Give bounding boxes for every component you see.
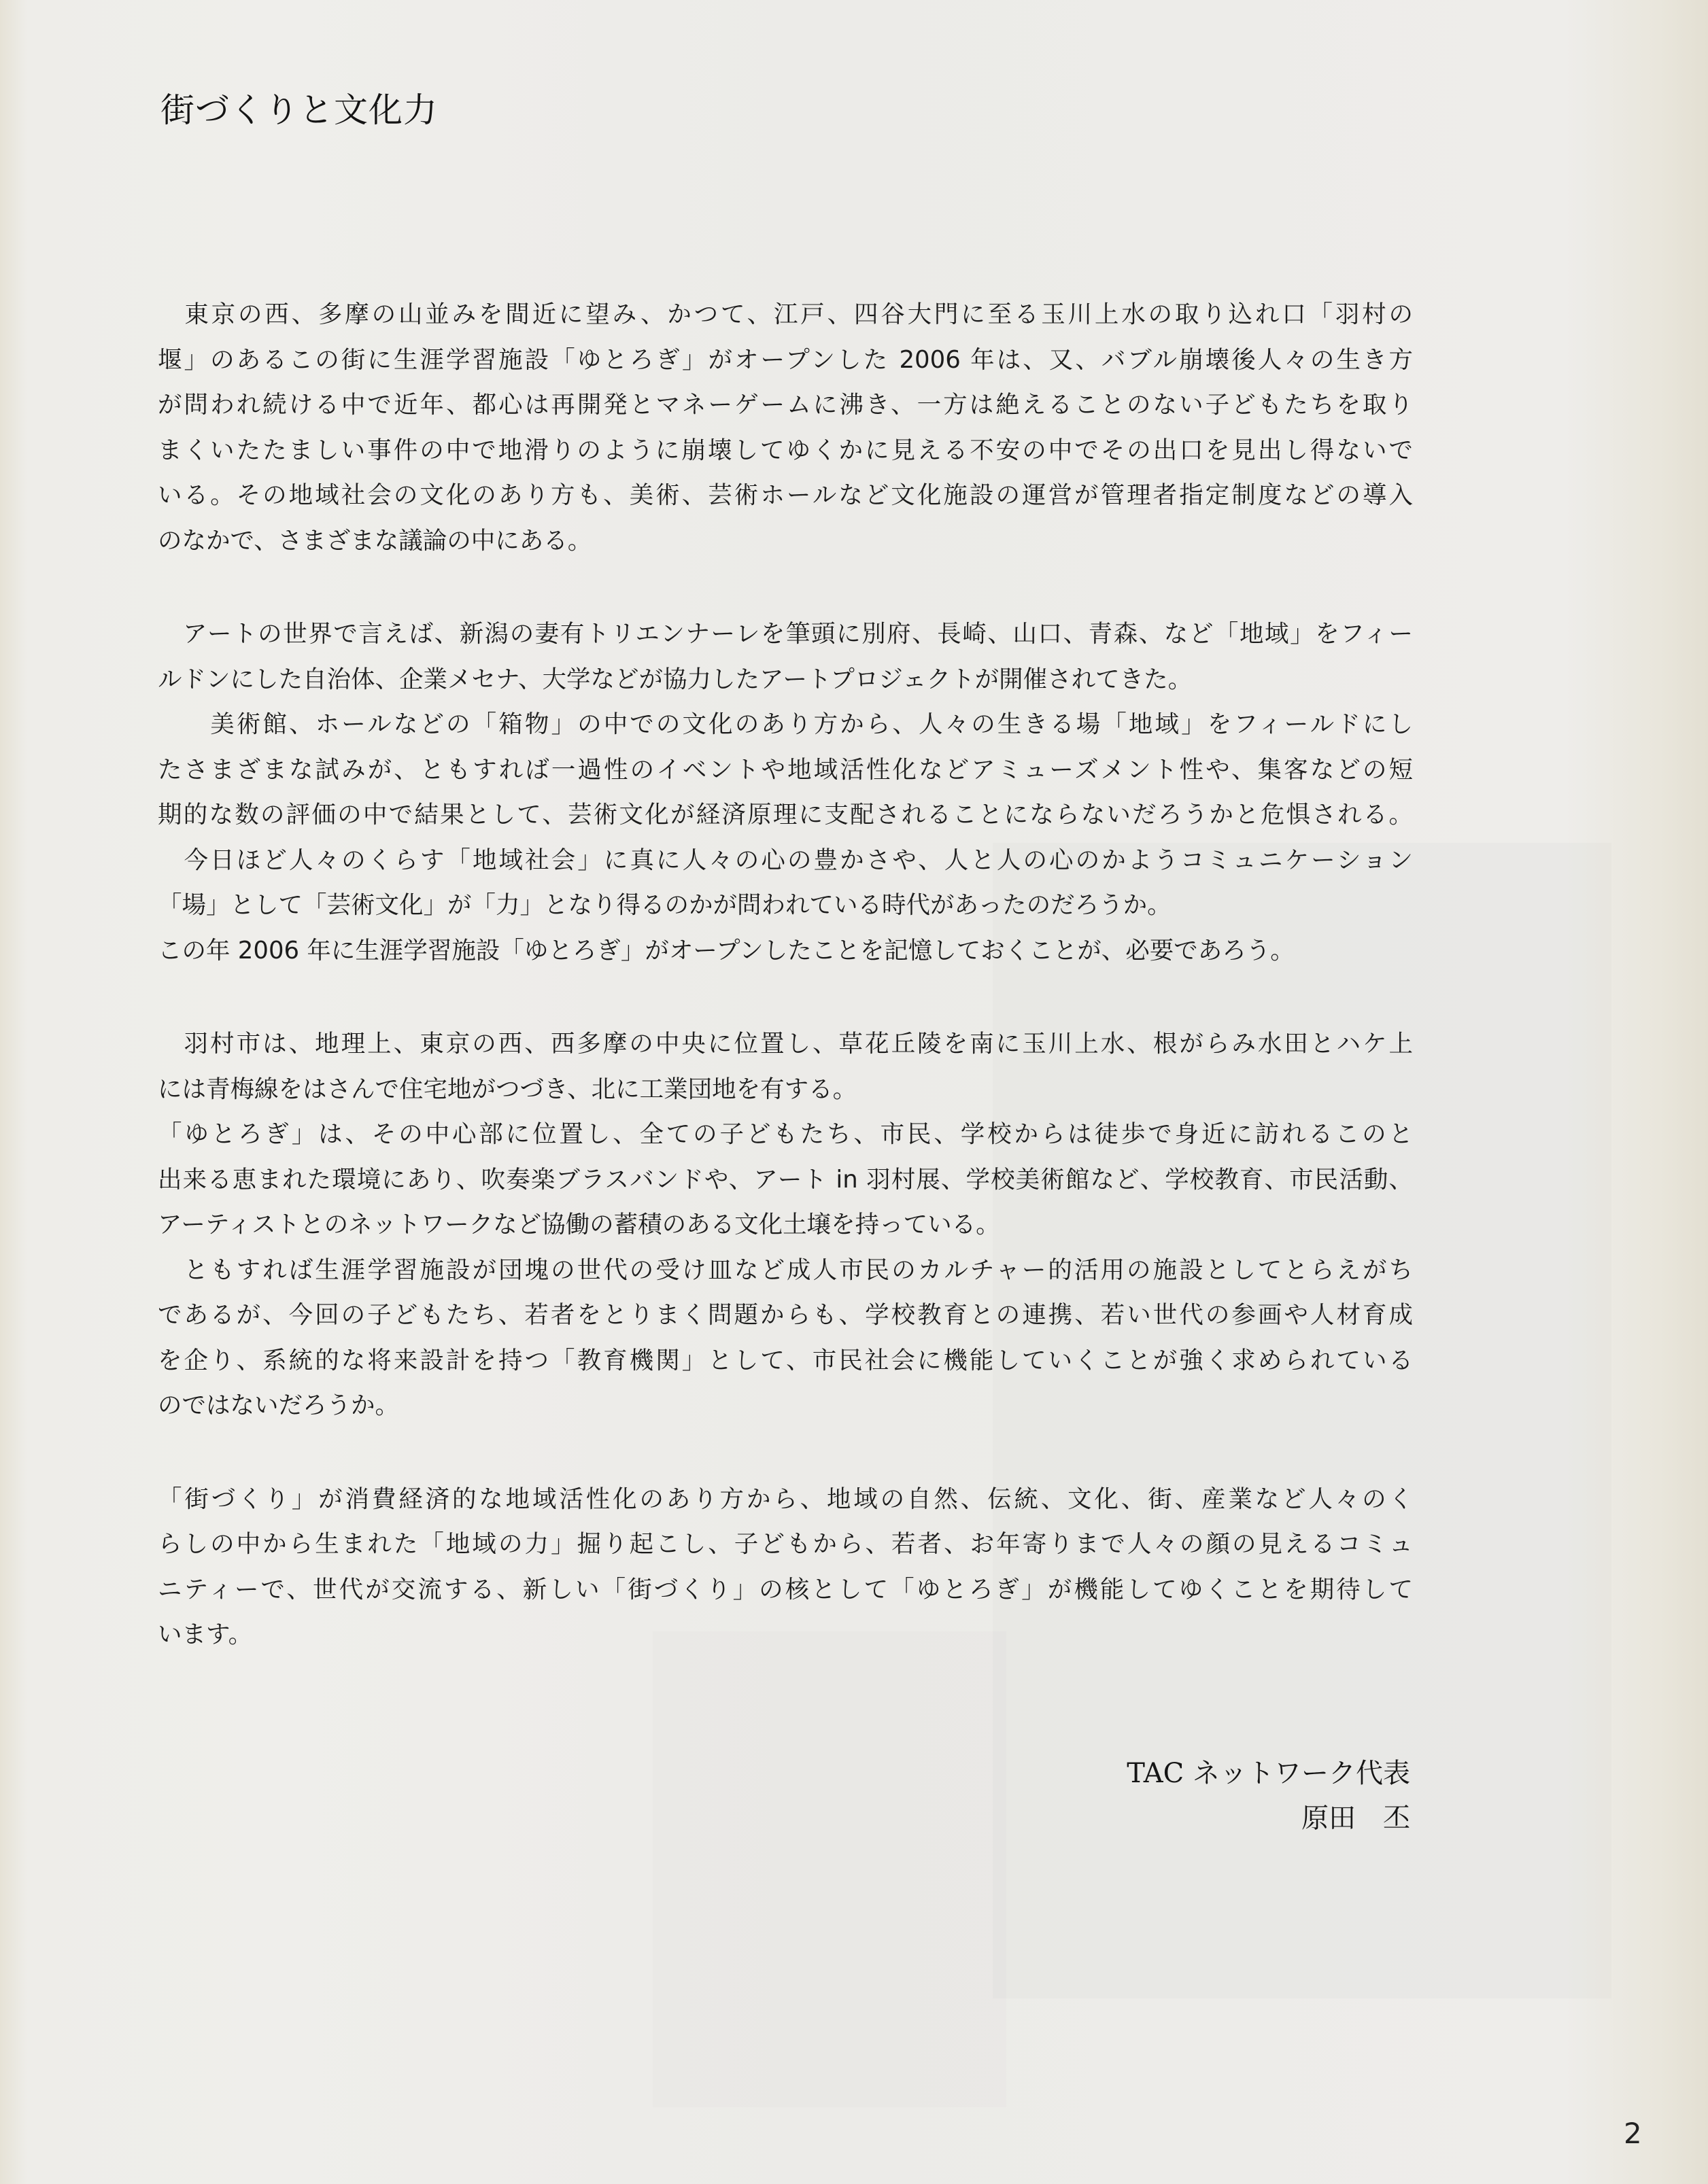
text-line: 堰」のあるこの街に生涯学習施設「ゆとろぎ」がオープンした 2006 年は、又、バブル崩壊後人々の生き方 <box>158 345 1413 374</box>
signature-organization: TAC ネットワーク代表 <box>1127 1758 1410 1789</box>
text-line: まくいたたましい事件の中で地滑りのように崩壊してゆくかに見える不安の中でその出口を見出し得ないで <box>158 436 1413 464</box>
background-shade <box>653 1631 1006 2107</box>
text-line: のなかで、さまざまな議論の中にある。 <box>158 526 592 555</box>
text-line: 「ゆとろぎ」は、その中心部に位置し、全ての子どもたち、市民、学校からは徒歩で身近に訪れるこのと <box>158 1120 1413 1148</box>
signature-name: 原田 丕 <box>1301 1803 1410 1834</box>
paragraph-gap <box>158 973 1413 1022</box>
text-line: 今日ほど人々のくらす「地域社会」に真に人々の心の豊かさや、人と人の心のかようコミュニケーション <box>158 846 1413 874</box>
text-line: らしの中から生まれた「地域の力」掘り起こし、子どもから、若者、お年寄りまで人々の顔の見えるコミュ <box>158 1530 1413 1558</box>
paragraph <box>158 1022 1413 1429</box>
paragraph <box>158 292 1413 564</box>
text-line: には青梅線をはさんで住宅地がつづき、北に工業団地を有する。 <box>158 1075 857 1103</box>
text-line: ともすれば生涯学習施設が団塊の世代の受け皿など成人市民のカルチャー的活用の施設としてとらえがち <box>158 1255 1413 1284</box>
page-title: 街づくりと文化力 <box>160 90 438 130</box>
paragraph <box>158 612 1413 973</box>
signature-block <box>1127 1751 1410 1841</box>
text-line: この年 2006 年に生涯学習施設「ゆとろぎ」がオープンしたことを記憶しておくことが、必要であろう。 <box>158 936 1295 965</box>
text-line: ルドンにした自治体、企業メセナ、大学などが協力したアートプロジェクトが開催されてきた。 <box>158 665 1193 693</box>
paragraph <box>158 1477 1413 1658</box>
text-line: であるが、今回の子どもたち、若者をとりまく問題からも、学校教育との連携、若い世代の参画や人材育成 <box>158 1301 1413 1329</box>
text-line: を企り、系統的な将来設計を持つ「教育機関」として、市民社会に機能していくことが強く求められている <box>158 1346 1413 1374</box>
paragraph-gap <box>158 564 1413 612</box>
essay-body <box>158 292 1413 1658</box>
text-line: 東京の西、多摩の山並みを間近に望み、かつて、江戸、四谷大門に至る玉川上水の取り込れ口「羽村の <box>158 300 1414 328</box>
text-line: アーティストとのネットワークなど協働の蓄積のある文化土壌を持っている。 <box>158 1211 1000 1238</box>
page-number: 2 <box>1624 2117 1642 2150</box>
text-line: 出来る恵まれた環境にあり、吹奏楽ブラスバンドや、アート in 羽村展、学校美術館など、学校教育、市民活動、 <box>158 1165 1413 1194</box>
paragraph-gap <box>158 1429 1413 1477</box>
text-line: たさまざまな試みが、ともすれば一過性のイベントや地域活性化などアミューズメント性や、集客などの短 <box>158 755 1413 784</box>
text-line: 羽村市は、地理上、東京の西、西多摩の中央に位置し、草花丘陵を南に玉川上水、根がらみ水田とハケ上 <box>158 1030 1413 1058</box>
text-line: 「場」として「芸術文化」が「力」となり得るのかが問われている時代があったのだろうか。 <box>158 891 1172 919</box>
text-line: が問われ続ける中で近年、都心は再開発とマネーゲームに沸き、一方は絶えることのない子どもたちを取り <box>158 391 1413 419</box>
text-line: いる。その地域社会の文化のあり方も、美術、芸術ホールなど文化施設の運営が管理者指定制度などの導入 <box>158 481 1413 509</box>
text-line: 美術館、ホールなどの「箱物」の中での文化のあり方から、人々の生きる場「地域」をフィールドにし <box>158 710 1413 738</box>
text-line: 期的な数の評価の中で結果として、芸術文化が経済原理に支配されることにならないだろうかと危惧される。 <box>158 801 1413 829</box>
text-line: のではないだろうか。 <box>158 1391 400 1419</box>
text-line: ニティーで、世代が交流する、新しい「街づくり」の核として「ゆとろぎ」が機能してゆくことを期待して <box>158 1575 1413 1604</box>
text-line: 「街づくり」が消費経済的な地域活性化のあり方から、地域の自然、伝統、文化、街、産業など人々のく <box>158 1485 1413 1513</box>
text-line: います。 <box>158 1620 253 1648</box>
text-line: アートの世界で言えば、新潟の妻有トリエンナーレを筆頭に別府、長崎、山口、青森、など「地域」をフィー <box>158 620 1413 648</box>
